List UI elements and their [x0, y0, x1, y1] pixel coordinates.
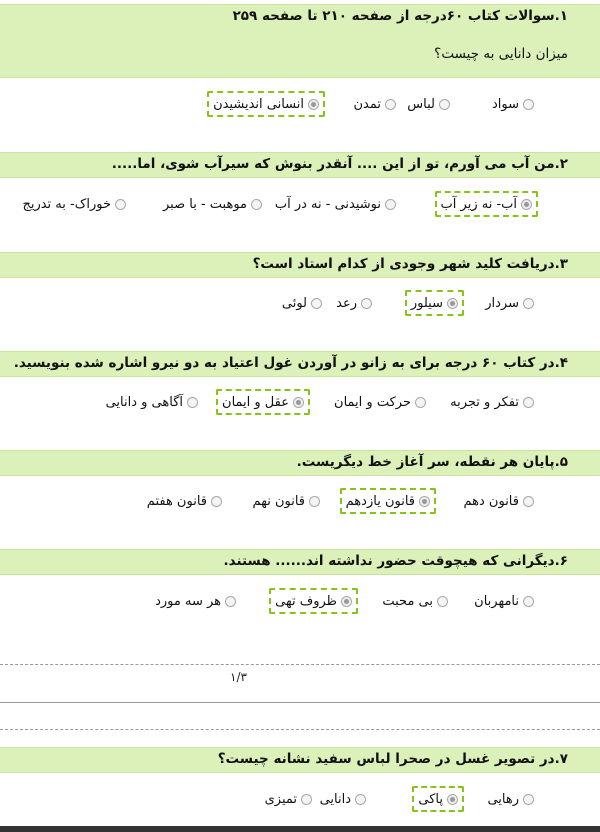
option[interactable]: بی محبت — [378, 588, 452, 614]
radio-checked-icon[interactable] — [447, 298, 458, 309]
question-title: ۲.من آب می آورم، تو از این .... آنقدر بنوش که سیرآب شوی، اما..... — [111, 156, 568, 172]
option-selected[interactable]: آب- نه زیر آب — [435, 191, 538, 217]
option[interactable]: قانون هفتم — [143, 488, 226, 514]
radio-icon[interactable] — [355, 794, 366, 805]
radio-icon[interactable] — [211, 496, 222, 507]
radio-checked-icon[interactable] — [521, 199, 532, 210]
page-number: ۱/۳ — [230, 670, 247, 684]
option-selected[interactable]: عقل و ایمان — [216, 389, 310, 415]
radio-checked-icon[interactable] — [293, 397, 304, 408]
radio-icon[interactable] — [523, 794, 534, 805]
radio-icon[interactable] — [187, 397, 198, 408]
radio-icon[interactable] — [523, 496, 534, 507]
radio-icon[interactable] — [385, 199, 396, 210]
question-subtitle: میزان دانایی به چیست؟ — [434, 46, 568, 62]
bottom-edge-bar — [0, 826, 600, 832]
radio-icon[interactable] — [385, 99, 396, 110]
option-selected[interactable]: قانون یازدهم — [340, 488, 436, 514]
option[interactable]: خوراک- به تدریج — [18, 191, 130, 217]
question-3-header — [0, 252, 600, 278]
radio-checked-icon[interactable] — [341, 596, 352, 607]
radio-icon[interactable] — [523, 596, 534, 607]
option[interactable]: قانون نهم — [249, 488, 324, 514]
radio-checked-icon[interactable] — [447, 794, 458, 805]
page-separator — [0, 702, 600, 703]
question-2-header — [0, 152, 600, 178]
option[interactable]: لباس — [403, 91, 454, 117]
option[interactable]: قانون دهم — [460, 488, 539, 514]
option[interactable]: حرکت و ایمان — [330, 389, 430, 415]
radio-icon[interactable] — [437, 596, 448, 607]
radio-icon[interactable] — [523, 298, 534, 309]
option[interactable]: آگاهی و دانایی — [102, 389, 202, 415]
radio-icon[interactable] — [311, 298, 322, 309]
question-title: ۶.دیگرانی که هیچوقت حضور نداشته اند...... هستند. — [223, 553, 568, 569]
radio-icon[interactable] — [251, 199, 262, 210]
question-2-options — [0, 191, 600, 217]
option-selected[interactable]: ظروف تهی — [269, 588, 358, 614]
radio-icon[interactable] — [523, 397, 534, 408]
option[interactable]: سردار — [481, 290, 538, 316]
question-title: ۵.پایان هر نقطه، سر آغاز خط دیگریست. — [296, 454, 568, 470]
radio-icon[interactable] — [361, 298, 372, 309]
question-6-options — [0, 588, 600, 614]
radio-icon[interactable] — [225, 596, 236, 607]
option-selected[interactable]: پاکی — [412, 786, 464, 812]
question-title: ۴.در کتاب ۶۰ درجه برای به زانو در آوردن غول اعتیاد به دو نیرو اشاره شده بنویسید. — [13, 355, 568, 371]
option[interactable]: موهبت - با صبر — [159, 191, 266, 217]
radio-icon[interactable] — [115, 199, 126, 210]
question-6-header — [0, 549, 600, 575]
option[interactable]: نامهربان — [470, 588, 538, 614]
radio-icon[interactable] — [523, 99, 534, 110]
radio-icon[interactable] — [301, 794, 312, 805]
page-break-dashed-line — [0, 729, 600, 730]
question-7-header — [0, 747, 600, 773]
option[interactable]: نوشیدنی - نه در آب — [271, 191, 400, 217]
option-selected[interactable]: انسانی اندیشیدن — [207, 91, 325, 117]
question-5-header — [0, 450, 600, 476]
question-3-options — [0, 290, 600, 316]
page-break-dashed-line — [0, 664, 600, 665]
question-title: ۱.سوالات کتاب ۶۰درجه از صفحه ۲۱۰ تا صفحه ۲۵۹ — [232, 8, 568, 24]
option[interactable]: سواد — [488, 91, 538, 117]
radio-icon[interactable] — [415, 397, 426, 408]
option[interactable]: لوئی — [278, 290, 326, 316]
question-4-options — [0, 389, 600, 415]
option[interactable]: دانایی — [316, 786, 370, 812]
option[interactable]: رهایی — [483, 786, 538, 812]
radio-checked-icon[interactable] — [419, 496, 430, 507]
radio-checked-icon[interactable] — [308, 99, 319, 110]
question-1-header — [0, 4, 600, 78]
option[interactable]: تمدن — [349, 91, 400, 117]
option[interactable]: تفکر و تجربه — [446, 389, 538, 415]
option[interactable]: هر سه مورد — [151, 588, 240, 614]
option[interactable]: تمیزی — [261, 786, 316, 812]
question-5-options — [0, 488, 600, 514]
question-4-header — [0, 351, 600, 377]
question-1-options — [0, 91, 600, 117]
question-title: ۳.دریافت کلید شهر وجودی از کدام استاد است؟ — [252, 256, 568, 272]
option-selected[interactable]: سیلور — [405, 290, 464, 316]
radio-icon[interactable] — [309, 496, 320, 507]
option[interactable]: رعد — [332, 290, 376, 316]
radio-icon[interactable] — [439, 99, 450, 110]
question-title: ۷.در تصویر غسل در صحرا لباس سفید نشانه چیست؟ — [217, 751, 568, 767]
question-7-options — [0, 786, 600, 812]
